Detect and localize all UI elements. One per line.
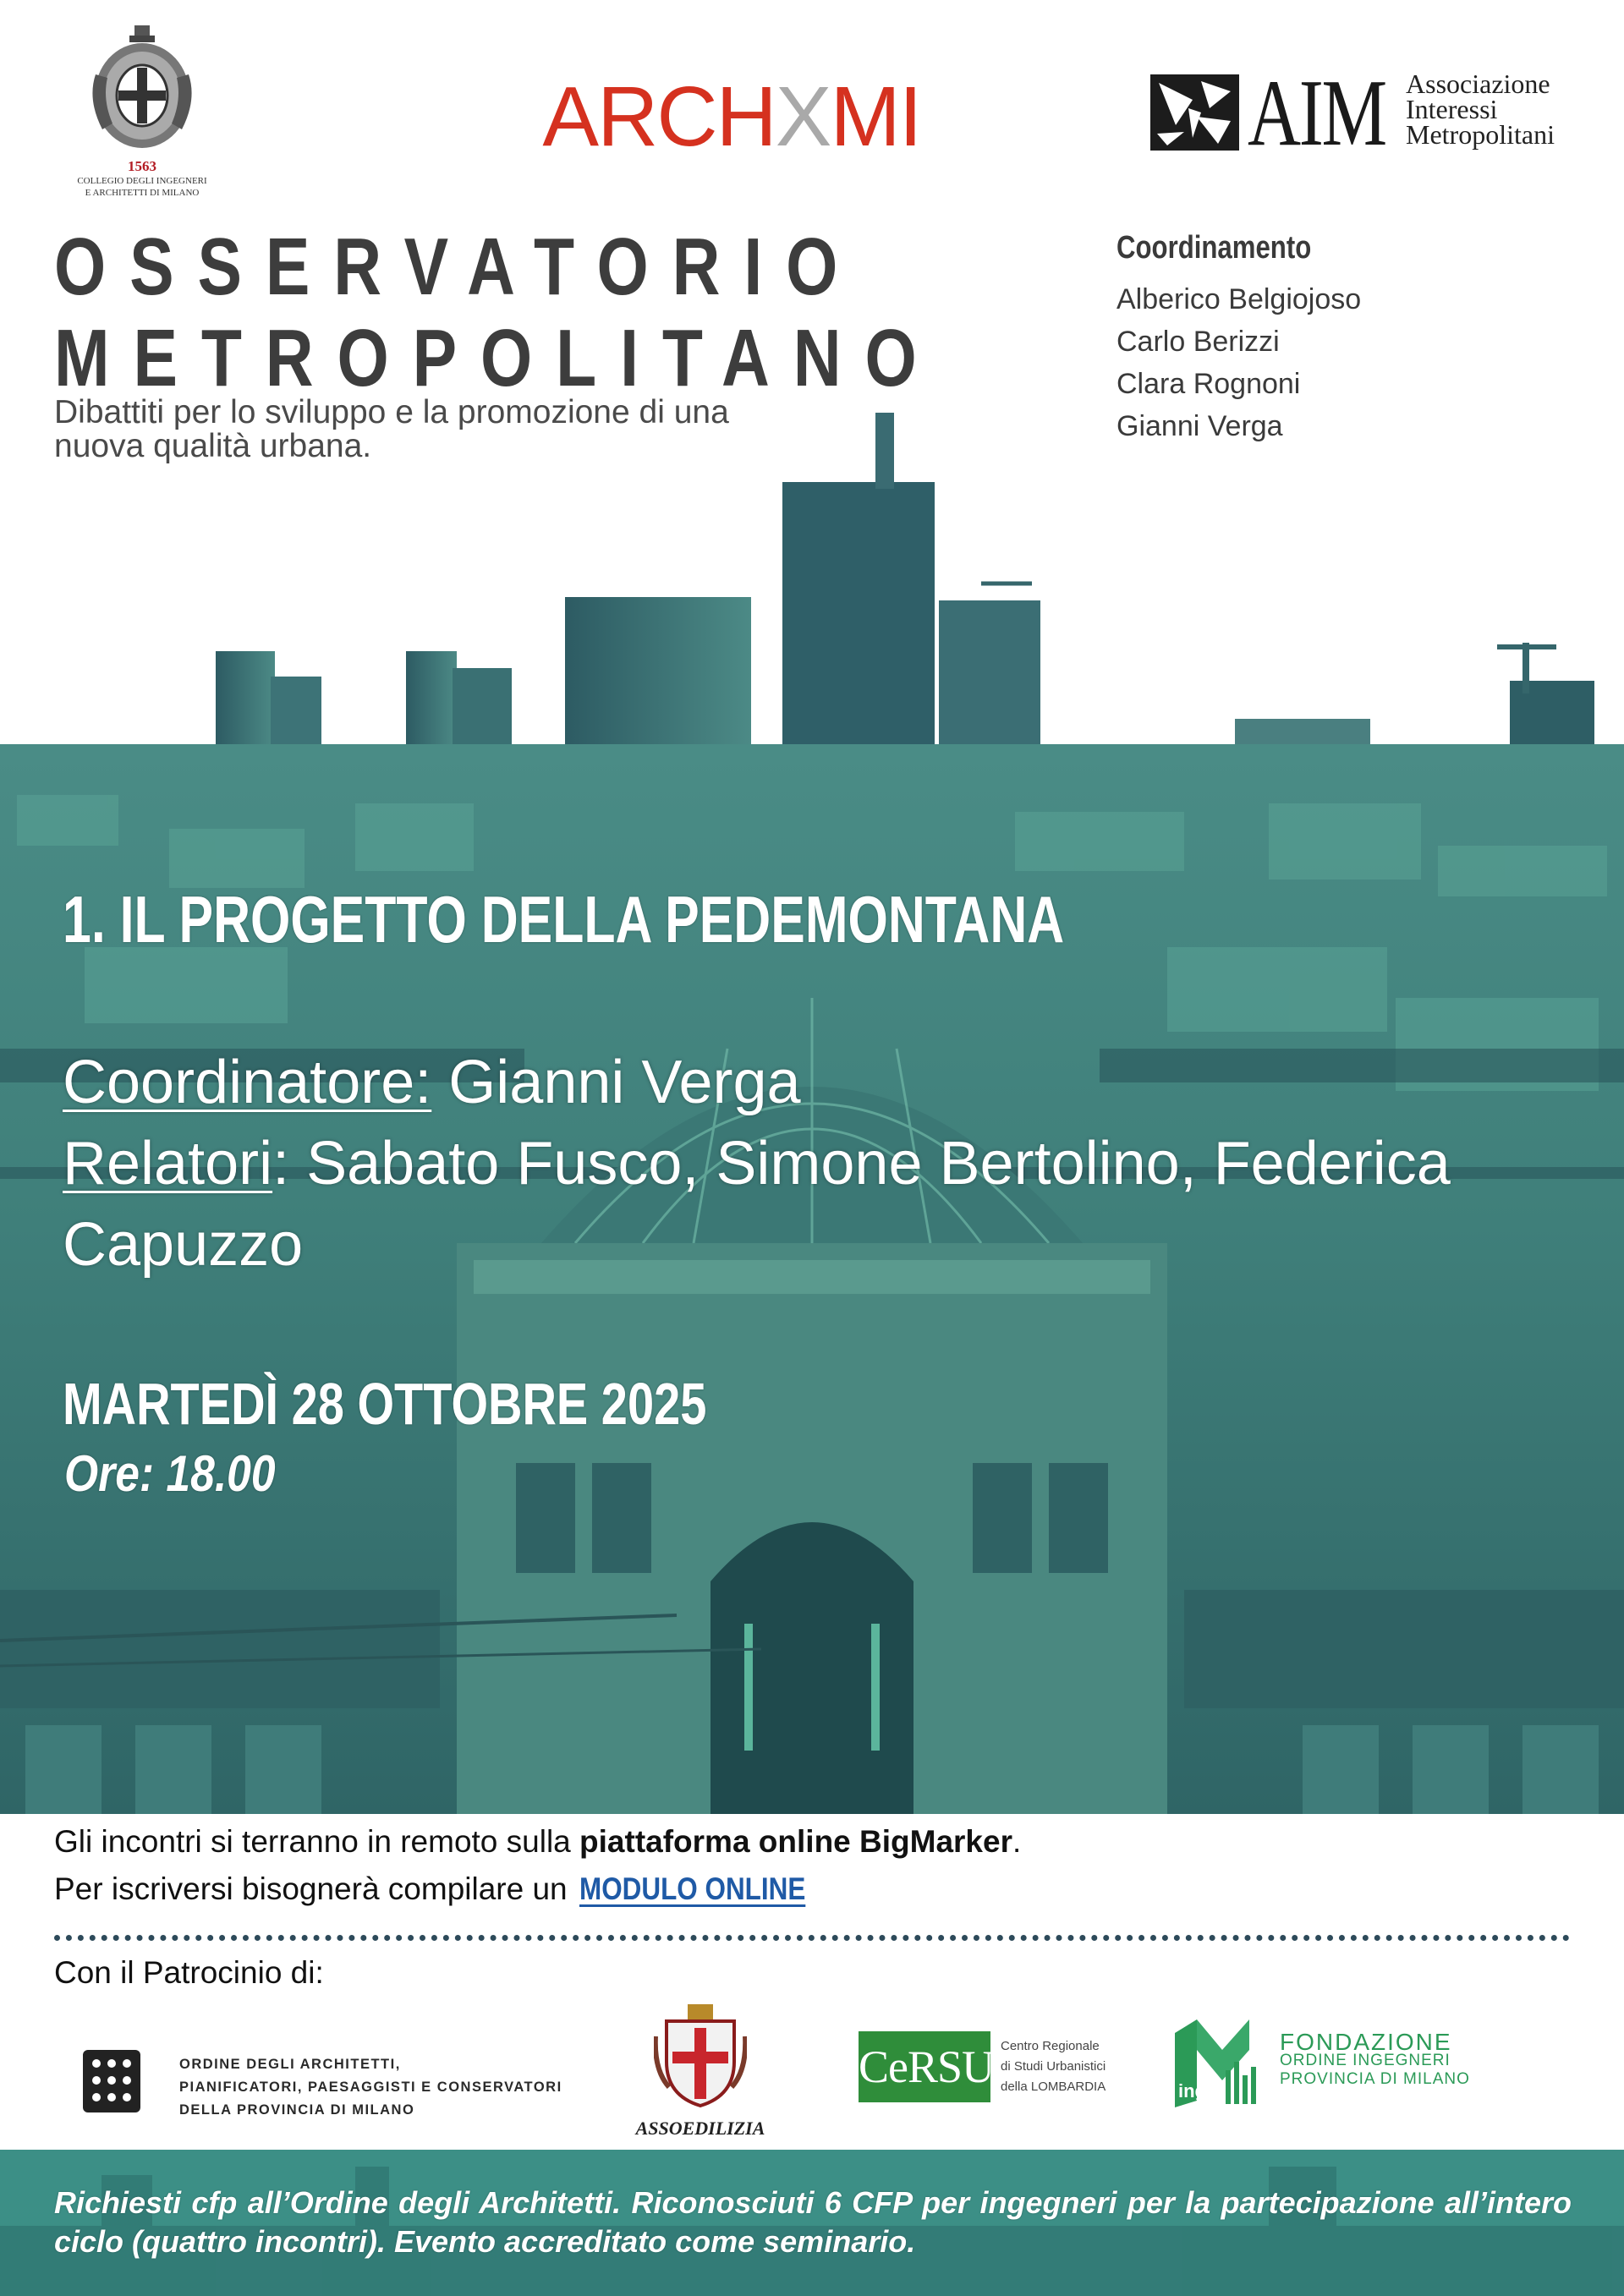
page-subtitle: Dibattiti per lo sviluppo e la promozione di una nuova qualità urbana. [54,394,729,464]
info-block [54,1818,1021,1913]
speakers-names: : Sabato Fusco, Simone Bertolino, Federica Capuzzo [63,1130,1451,1279]
cersu-line1: Centro Regionale [1001,2039,1100,2053]
archxmi-logo-x: X [775,69,831,164]
fondazione-text [1280,2029,1470,2089]
collegio-name-line1: COLLEGIO DEGLI INGEGNERI [77,176,207,186]
coordination-member: Clara Rognoni [1116,368,1301,400]
cersu-logo [859,2031,1129,2107]
coordination-member: Carlo Berizzi [1116,326,1280,358]
coordination-member: Gianni Verga [1116,410,1283,442]
info-registration-prefix: Per iscriversi bisognerà compilare un [54,1871,568,1906]
cersu-mark: CeRSU [859,2031,990,2102]
event-date: MARTEDÌ 28 OTTOBRE 2025 [63,1371,707,1437]
ordine-architetti-icon [78,2045,145,2118]
cersu-line2: di Studi Urbanistici [1001,2059,1106,2074]
event-time: Ore: 18.00 [64,1445,276,1502]
fondazione-ingegneri-logo [1171,2016,1476,2109]
aim-mark-icon [1150,74,1239,151]
ordine-architetti-line3: DELLA PROVINCIA DI MILANO [179,2102,415,2118]
coordinator-name: Gianni Verga [448,1049,801,1116]
ordine-architetti-logo [78,2045,619,2129]
cersu-text [1001,2036,1106,2097]
archxmi-logo-arch: ARCH [542,69,776,164]
aim-acronym: AIM [1248,61,1385,166]
info-line-platform [54,1818,1021,1866]
ordine-architetti-text [179,2053,562,2122]
speakers-line [63,1123,1585,1285]
info-platform-name: piattaforma online BigMarker [579,1824,1012,1859]
aim-full-name [1406,68,1555,150]
aim-logo [1150,61,1573,166]
info-platform-prefix: Gli incontri si terranno in remoto sulla [54,1824,580,1859]
fondazione-line2: ORDINE INGEGNERI [1280,2052,1451,2069]
aim-line2: Interessi [1406,94,1498,124]
modulo-online-link[interactable]: MODULO ONLINE [579,1871,805,1906]
fondazione-ingegneri-icon [1171,2016,1266,2109]
archxmi-logo-mi: MI [830,69,921,164]
title-line1: OSSERVATORIO [54,222,862,312]
cersu-line3: della LOMBARDIA [1001,2080,1106,2094]
footer-text: Richiesti cfp all’Ordine degli Architetti. Riconosciuti 6 CFP per ingegneri per la partecipazione all’intero ciclo (quattro incontri). Evento accreditato come seminario. [54,2185,1572,2259]
info-line-registration [54,1866,1021,1913]
patronage-label: Con il Patrocinio di: [54,1955,324,1990]
collegio-name-line2: E ARCHITETTI DI MILANO [85,188,200,198]
event-title: 1. IL PROGETTO DELLA PEDEMONTANA [63,882,1065,956]
fondazione-mark-text: ing. [1178,2080,1212,2101]
ordine-architetti-line1: ORDINE DEGLI ARCHITETTI, [179,2057,401,2072]
assoedilizia-crest-icon [654,2003,747,2108]
ordine-architetti-line2: PIANIFICATORI, PAESAGGISTI E CONSERVATORI [179,2080,562,2095]
assoedilizia-name: ASSOEDILIZIA [635,2118,765,2139]
fondazione-line3: PROVINCIA DI MILANO [1280,2070,1470,2088]
collegio-year: 1563 [128,158,156,174]
coordinator-label: Coordinatore: [63,1049,432,1116]
coordinator-line [63,1042,1585,1123]
speakers-block [63,1042,1585,1285]
aim-line3: Metropolitani [1406,119,1555,150]
speakers-label: Relatori [63,1130,273,1197]
aim-line1: Associazione [1406,68,1550,99]
page-title [54,222,941,404]
dotted-divider [54,1935,1570,1941]
title-line2: METROPOLITANO [54,313,941,403]
coordination-heading: Coordinamento [1116,230,1312,266]
assoedilizia-logo [616,2003,785,2146]
info-platform-suffix: . [1012,1824,1022,1859]
fondazione-line1: FONDAZIONE [1280,2029,1452,2055]
coordination-member: Alberico Belgiojoso [1116,283,1362,315]
